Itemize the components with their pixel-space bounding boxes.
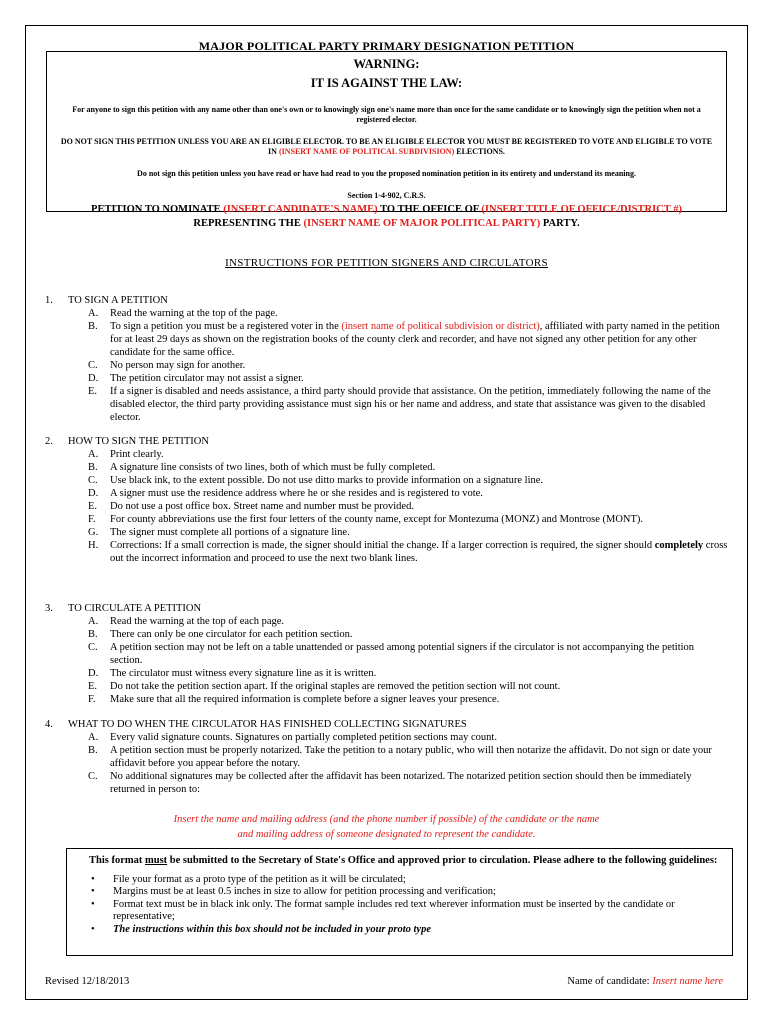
list-item: G. The signer must complete all portions of a signature line. — [88, 527, 350, 538]
bullet-icon: • — [91, 898, 95, 910]
warning-subheading: IT IS AGAINST THE LAW: — [310, 76, 463, 90]
list-item: F. For county abbreviations use the first four letters of the county name, except for Montezuma (MONZ) and Montrose (MONT). — [88, 514, 644, 525]
section-3 — [45, 602, 729, 706]
list-item: A. Every valid signature counts. Signatures on partially completed petition sections may count. — [88, 732, 497, 743]
bullet-icon: • — [91, 886, 95, 897]
section-number: 1. — [45, 295, 53, 306]
section-number: 2. — [45, 436, 53, 447]
list-item: C. No person may sign for another. — [88, 360, 246, 371]
list-item: B. A signature line consists of two lines, both of which must be fully completed. — [88, 462, 436, 473]
list-item: B. A petition section must be properly notarized. Take the petition to a notary public, who will then notarize the affidavit. Do not sign or date your affidavit before you appear before the notary. — [88, 745, 712, 769]
list-item: B. To sign a petition you must be a registered voter in the (insert name of political subdivision or district), affiliated with party named in the petition for at least 29 days as shown on the registration books of the county clerk and recorder, and have not signed any other petition for any other candidate for the same office. — [88, 321, 720, 358]
warning-citation: Section 1-4-902, C.R.S. — [347, 191, 426, 200]
list-item: • Format text must be in black ink only. The format sample includes red text wherever information must be inserted by the candidate or representative; — [91, 898, 675, 922]
warning-para-3: Do not sign this petition unless you have read or have had read to you the proposed nomination petition in its entirety and understand its meaning. — [137, 169, 636, 178]
list-item: • Margins must be at least 0.5 inches in size to allow for petition processing and verification; — [91, 886, 496, 897]
section-4 — [45, 718, 729, 796]
list-item: B. There can only be one circulator for each petition section. — [88, 629, 353, 640]
list-item: F. Make sure that all the required information is complete before a signer leaves your presence. — [88, 694, 500, 705]
guidelines-heading: This format must be submitted to the Secretary of State's Office and approved prior to circulation. Please adhere to the following guidelines: — [89, 855, 718, 866]
bullet-icon: • — [91, 873, 95, 885]
section-heading: HOW TO SIGN THE PETITION — [68, 436, 209, 447]
list-item: E. Do not use a post office box. Street name and number must be provided. — [88, 501, 414, 512]
warning-heading: WARNING: — [353, 57, 420, 71]
section-number: 3. — [45, 603, 53, 614]
list-item: C. A petition section may not be left on a table unattended or passed among potential signers if the circulator is not accompanying the petition section. — [88, 642, 695, 666]
section-heading: WHAT TO DO WHEN THE CIRCULATOR HAS FINISHED COLLECTING SIGNATURES — [68, 719, 467, 730]
list-item: C. No additional signatures may be collected after the affidavit has been notarized. The notarized petition section should then be immediately returned in person to: — [88, 771, 692, 795]
list-item: D. The petition circulator may not assist a signer. — [88, 373, 304, 384]
list-item: D. The circulator must witness every signature line as it is written. — [88, 668, 377, 679]
page-title: MAJOR POLITICAL PARTY PRIMARY DESIGNATION PETITION — [198, 39, 575, 53]
list-item: • File your format as a proto type of the petition as it will be circulated; — [91, 873, 406, 885]
warning-box — [46, 51, 727, 212]
list-item: A. Read the warning at the top of the page. — [88, 308, 278, 319]
list-item: E. If a signer is disabled and needs assistance, a third party should provide that assistance. On the petition, immediately following the name of the disabled elector, the third party providing assistance must sign his or her name and address, and state that assistance was given to the disabled elector. — [88, 386, 711, 423]
list-item: • The instructions within this box should not be included in your proto type — [91, 923, 431, 935]
list-item: H. Corrections: If a small correction is made, the signer should initial the change. If a larger correction is required, the signer should completely cross out the incorrect information and proceed to use the next two blank lines. — [88, 540, 728, 564]
list-item: E. Do not take the petition section apart. If the original staples are removed the petition section will not count. — [88, 681, 561, 692]
list-item: C. Use black ink, to the extent possible. Do not use ditto marks to provide information on a signature line. — [88, 475, 544, 486]
list-item: A. Read the warning at the top of each page. — [88, 616, 285, 627]
petition-page — [25, 25, 748, 1000]
warning-para-1: For anyone to sign this petition with any name other than one's own or to knowingly sign one's name more than once for the same candidate or to knowingly sign the petition when not a registered elector. — [72, 105, 701, 124]
section-2 — [45, 435, 729, 565]
nomination-statement: PETITION TO NOMINATE (INSERT CANDIDATE'S NAME) TO THE OFFICE OF (INSERT TITLE OF OFFICE/DISTRICT #) REPRESENTING THE (INSERT NAME OF MAJOR POLITICAL PARTY) PARTY. — [91, 204, 682, 229]
warning-para-2: DO NOT SIGN THIS PETITION UNLESS YOU ARE AN ELIGIBLE ELECTOR. TO BE AN ELIGIBLE ELECTOR YOU MUST BE REGISTERED TO VOTE AND ELIGIBLE TO VOTE IN (INSERT NAME OF POLITICAL SUBDIVISION) ELECTIONS. — [60, 137, 713, 156]
revision-date: Revised 12/18/2013 — [45, 976, 130, 987]
list-item: D. A signer must use the residence address where he or she resides and is registered to vote. — [88, 488, 483, 499]
candidate-name-footer: Name of candidate: Insert name here — [567, 976, 723, 987]
return-address-note: Insert the name and mailing address (and the phone number if possible) of the candidate or the name and mailing address of someone designated to represent the candidate. — [173, 814, 600, 840]
section-heading: TO SIGN A PETITION — [68, 295, 168, 306]
section-number: 4. — [45, 719, 53, 730]
instructions-heading: INSTRUCTIONS FOR PETITION SIGNERS AND CIRCULATORS — [225, 257, 548, 269]
bullet-icon: • — [91, 923, 95, 935]
list-item: A. Print clearly. — [88, 449, 164, 460]
section-heading: TO CIRCULATE A PETITION — [68, 603, 202, 614]
guidelines-box — [66, 848, 733, 956]
section-1 — [45, 294, 729, 424]
